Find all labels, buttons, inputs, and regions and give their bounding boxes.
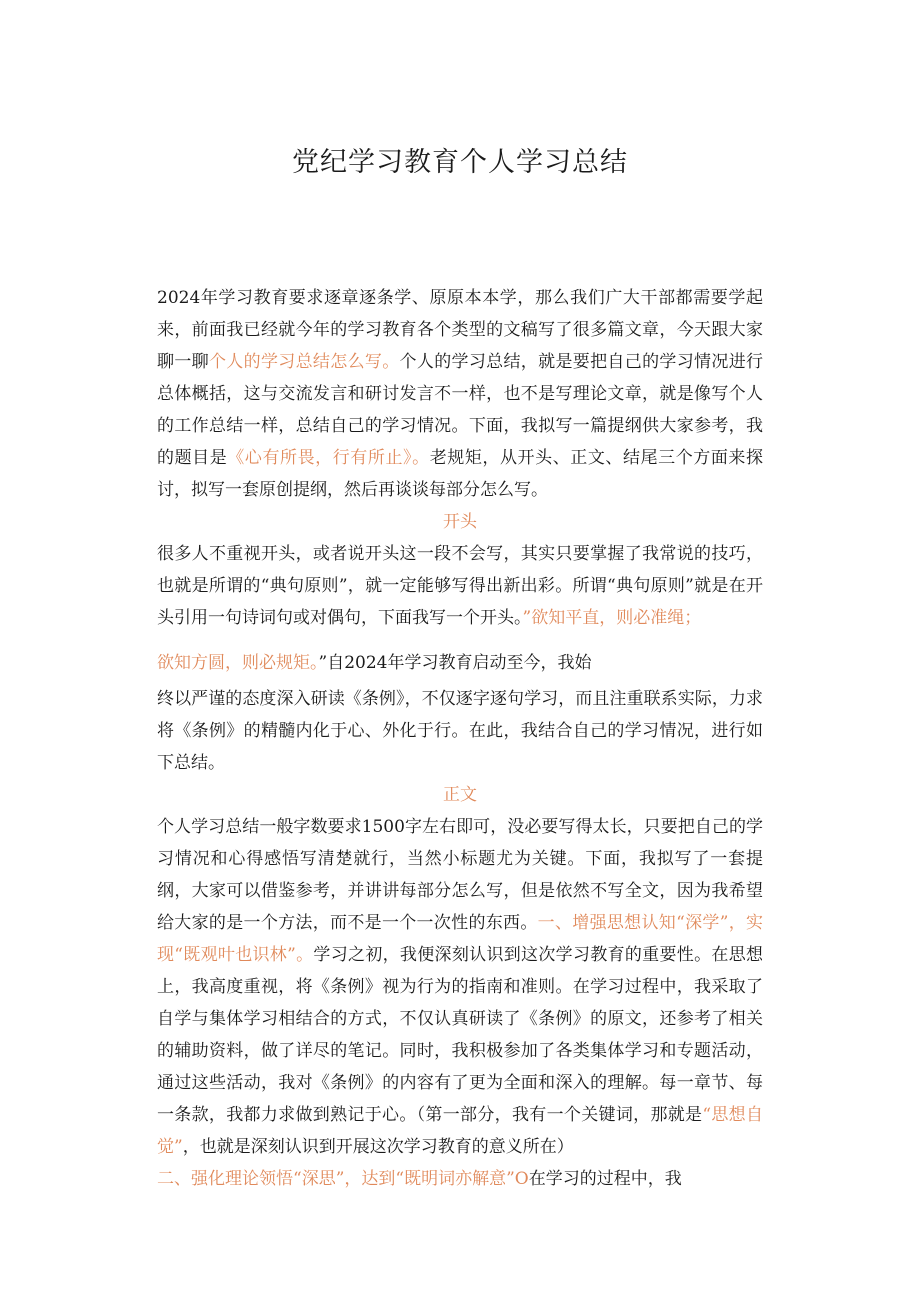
opening-quote-line <box>157 647 763 679</box>
intro-text-3: 老规矩，从开头、正文、结尾三个方面来探讨，拟写一套原创提纲，然后再谈谈每部分怎么写。 <box>157 448 764 500</box>
main-subheading-1: 一、增强思想认知“深学”，实现“既观叶也识林”。 <box>157 913 763 965</box>
document-body <box>157 282 763 1195</box>
section-heading-opening: 开头 <box>443 512 477 532</box>
document-title: 党纪学习教育个人学习总结 <box>292 147 628 178</box>
spacer <box>157 634 763 647</box>
opening-highlight-2: 欲知方圆，则必规矩。 <box>157 653 319 673</box>
opening-paragraph-continued: 终以严谨的态度深入研读《条例》，不仅逐字逐句学习，而且注重联系实际，力求将《条例》的精髓内化于心、外化于行。在此，我结合自己的学习情况，进行如下总结。 <box>157 689 763 773</box>
main-keyword: “思想自觉” <box>157 1105 763 1157</box>
main-text-3: ，也就是深刻认识到开展这次学习教育的意义所在） <box>182 1137 574 1157</box>
main-paragraph-2 <box>157 1163 763 1195</box>
intro-text-2: 个人的学习总结，就是要把自己的学习情况进行总体概括，这与交流发言和研讨发言不一样，也不是写理论文章，就是像写个人的工作总结一样，总结自己的学习情况。下面，我拟写一篇提纲供大家参考，我的题目是 <box>157 352 764 468</box>
main-text-2: 学习之初，我便深刻认识到这次学习教育的重要性。在思想上，我高度重视，将《条例》视为行为的指南和准则。在学习过程中，我采取了自学与集体学习相结合的方式，不仅认真研读了《条例》的原文，还参考了相关的辅助资料，做了详尽的笔记。同时，我积极参加了各类集体学习和专题活动，通过这些活动，我对《条例》的内容有了更为全面和深入的理解。每一章节、每一条款，我都力求做到熟记于心。（第一部分，我有一个关键词，那就是 <box>157 945 763 1125</box>
main-text-4: 在学习的过程中，我 <box>528 1169 682 1189</box>
opening-text-2: ”自2024年学习教育启动至今，我始 <box>318 653 592 673</box>
opening-highlight-1: ”欲知平直，则必准绳； <box>522 608 702 628</box>
intro-text-1: 2024年学习教育要求逐章逐条学、原原本本学，那么我们广大干部都需要学起来，前面我已经就今年的学习教育各个类型的文稿写了很多篇文章，今天跟大家聊一聊 <box>157 288 763 372</box>
opening-paragraph <box>157 538 763 634</box>
main-subheading-2: 二、强化理论领悟“深思”，达到“既明词亦解意”O <box>157 1169 529 1189</box>
opening-text-1: 很多人不重视开头，或者说开头这一段不会写，其实只要掌握了我常说的技巧，也就是所谓的“典句原则”，就一定能够写得出新出彩。所谓“典句原则”就是在开头引用一句诗词句或对偶句，下面我写一个开头。 <box>157 544 763 628</box>
intro-highlight-2: 《心有所畏，行有所止》。 <box>227 448 430 468</box>
section-heading-body: 正文 <box>443 785 477 805</box>
intro-highlight-1: 个人的学习总结怎么写。 <box>208 352 400 372</box>
intro-paragraph <box>157 282 763 506</box>
main-text-1: 个人学习总结一般字数要求1500字左右即可，没必要写得太长，只要把自己的学习情况和心得感悟写清楚就行，当然小标题尤为关键。下面，我拟写了一套提纲，大家可以借鉴参考，并讲讲每部分怎么写，但是依然不写全文，因为我希望给大家的是一个方法，而不是一个一次性的东西。 <box>157 817 763 933</box>
main-paragraph <box>157 811 763 1163</box>
